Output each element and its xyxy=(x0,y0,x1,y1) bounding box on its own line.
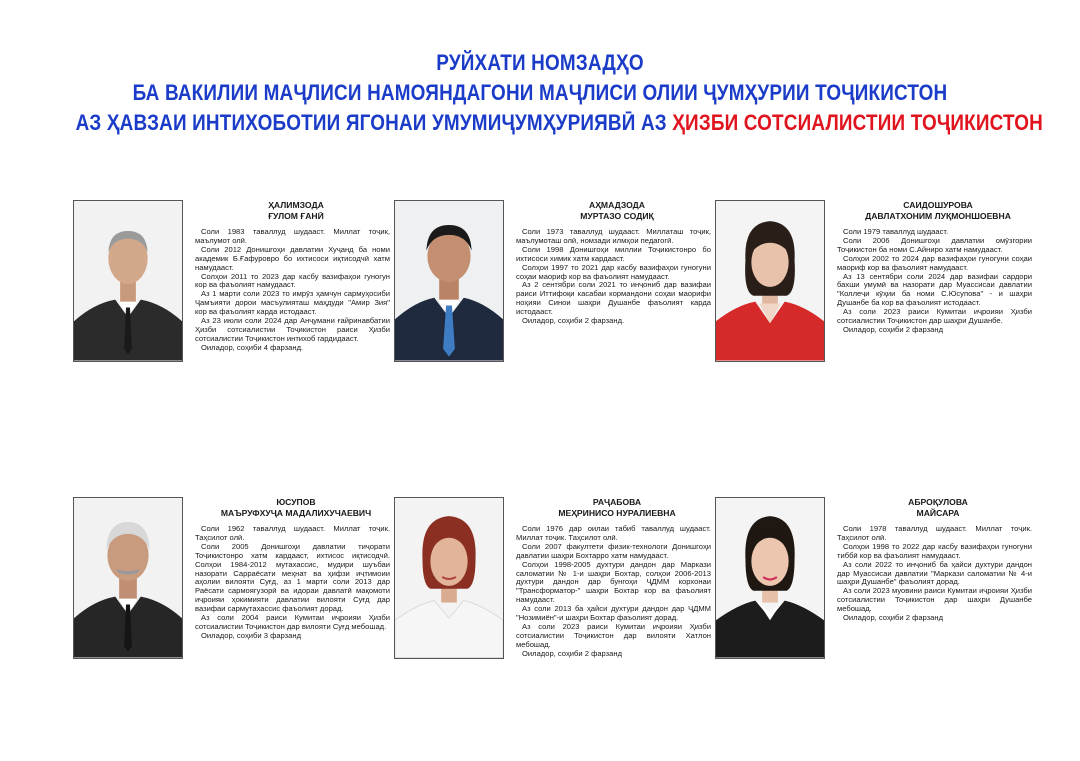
bio-paragraph: Оиладор, соҳиби 2 фарзанд xyxy=(843,613,944,623)
candidate-photo xyxy=(73,200,183,362)
bio-paragraph: Аз соли 2023 раиси Кумитаи иҷроияи Ҳизби сотсиалистии Тоҷикистон дар вилояти Хатлон мебошад. xyxy=(516,621,711,649)
candidate-photo xyxy=(715,497,825,659)
candidate-photo xyxy=(73,497,183,659)
candidate-given-name: ДАВЛАТХОНИМ ЛУҚМОНШОЕВНА xyxy=(865,210,1011,221)
candidate-bio xyxy=(195,525,390,641)
candidate-bio xyxy=(837,228,1032,335)
candidate-surname: РАҶАБОВА xyxy=(592,497,642,507)
person-portrait-icon xyxy=(395,498,503,658)
candidate-card xyxy=(394,497,724,757)
bio-paragraph: Оиладор, соҳиби 3 фарзанд xyxy=(201,630,302,640)
candidate-card xyxy=(73,200,403,460)
candidate-photo xyxy=(715,200,825,362)
bio-paragraph: Аз соли 2023 муовини раиси Кумитаи иҷроияи Ҳизби сотсиалистии Тоҷикистон дар шаҳри Душанбе мебошад. xyxy=(837,586,1032,614)
bio-paragraph: Аз 13 сентябри соли 2024 дар вазифаи сардори бахши умумӣ ва назорати дар Муассисаи давлатии "Коллеҷи кӯҳии ба номи С.Юсупова" - и шаҳри Душанбе ба кор ва фаъолият истодааст. xyxy=(837,271,1032,308)
candidate-card xyxy=(715,497,1045,757)
bio-paragraph: Аз 1 марти соли 2023 то имрӯз ҳамчун сармуҳосиби Ҷамъияти дорои масъулияташ маҳдуди "Амир Зия" кор ва фаъолият карда истодааст. xyxy=(195,289,390,317)
bio-paragraph: Соли 1978 таваллуд шудааст. Миллат тоҷик. Таҳсилот олӣ. xyxy=(837,524,1032,542)
candidate-name xyxy=(833,497,1043,518)
bio-paragraph: Соли 1998 Донишгоҳи миллии Тоҷикистонро бо ихтисоси химик хатм кардааст. xyxy=(516,244,711,263)
bio-paragraph: Солҳои 1998-2005 духтури дандон дар Маркази саломатии № 1-и шаҳри Бохтар, солҳои 2006-2013 духтури дандон дар бунгоҳи ҶДММ корхонаи "Трансформатор-" шаҳри Бохтар кор ва фаъолият намудааст. xyxy=(516,559,711,605)
person-portrait-icon xyxy=(716,498,824,658)
bio-paragraph: Соли 2007 факултети физик-технологи Донишгоҳи давлатии шаҳри Бохтарро хатм намудааст. xyxy=(516,541,711,560)
candidate-surname: АБРОҚУЛОВА xyxy=(908,497,968,507)
candidate-given-name: МУРТАЗО СОДИҚ xyxy=(580,210,654,221)
bio-paragraph: Соли 1962 таваллуд шудааст. Миллат тоҷик. Таҳсилот олӣ. xyxy=(195,524,390,542)
candidate-bio xyxy=(837,525,1032,623)
candidate-card xyxy=(715,200,1045,460)
candidate-photo xyxy=(394,497,504,659)
header-party-line xyxy=(75,108,1043,138)
candidate-surname: ЮСУПОВ xyxy=(276,497,316,507)
candidate-surname: ҲАЛИМЗОДА xyxy=(268,200,324,210)
candidate-given-name: МАЙСАРА xyxy=(916,507,960,518)
bio-paragraph: Аз соли 2023 раиси Кумитаи иҷроияи Ҳизби сотсиалистии Тоҷикистон дар шаҳри Душанбе. xyxy=(837,307,1032,326)
candidate-given-name: ҒУЛОМ ҒАНӢ xyxy=(268,210,324,221)
bio-paragraph: Солҳои 2002 то 2024 дар вазифаҳои гуногуни соҳаи маориф кор ва фаъолият намудааст. xyxy=(837,253,1032,272)
candidate-name xyxy=(191,497,401,518)
person-portrait-icon xyxy=(74,498,182,658)
candidate-surname: АҲМАДЗОДА xyxy=(588,200,646,210)
candidate-given-name: МАЪРУФХУҶА МАДАЛИХУЧАЕВИЧ xyxy=(220,507,372,518)
person-portrait-icon xyxy=(395,201,503,361)
bio-paragraph: Аз 23 июли соли 2024 дар Анҷумани ғайринавбатии Ҳизби сотсиалистии Тоҷикистон раиси Ҳизби сотсиалистии Тоҷикистон интихоб гардидааст. xyxy=(195,316,390,343)
candidate-name xyxy=(512,497,722,518)
header-subtitle: БА ВАКИЛИИ МАҶЛИСИ НАМОЯНДАГОНИ МАҶЛИСИ ОЛИИ ҶУМҲУРИИ ТОҶИКИСТОН xyxy=(132,80,948,105)
bio-paragraph: Аз соли 2004 раиси Кумитаи иҷроияи Ҳизби сотсиалистии Тоҷикистон дар вилояти Суғд мебошад. xyxy=(195,613,390,631)
bio-paragraph: Соли 2012 Донишгоҳи давлатии Хуҷанд ба номи академик Б.Ғафуровро бо ихтисоси иқтисодчӣ хатм намудааст. xyxy=(195,244,390,272)
bio-paragraph: Оиладор, соҳиби 2 фарзанд. xyxy=(522,316,625,326)
bio-paragraph: Солҳои 1998 то 2022 дар касбу вазифаҳои гуногуни тиббӣ кор ва фаъолият намудааст. xyxy=(837,541,1032,560)
candidate-name xyxy=(833,200,1043,221)
bio-paragraph: Соли 1973 таваллуд шудааст. Миллаташ тоҷик, маълумоташ олӣ, номзади илмҳои педагогӣ. xyxy=(516,227,711,245)
bio-paragraph: Оиладор, соҳиби 2 фарзанд xyxy=(522,648,623,658)
bio-paragraph: Соли 1979 таваллуд шудааст. xyxy=(843,227,949,236)
bio-paragraph: Соли 2005 Донишгоҳи давлатии тиҷорати Тоҷикистонро хатм кардааст, ихтисос иқтисодчӣ. Солҳои 1984-2012 мутахассис, мудири шуъбаи назорати Сарраёсати меҳнат ва ҳифзи иҷтимоии аҳолии вилояти Суғд, аз 1 марти соли 2013 дар Раёсати сармоягузорӣ ва идораи давлатӣ мақомоти иҷроияи ҳокимияти давлатии вилояти Суғд дар вазифаи сармутахассис фаъолият дорад. xyxy=(195,541,390,614)
person-portrait-icon xyxy=(74,201,182,361)
candidate-card xyxy=(73,497,403,757)
candidate-given-name: МЕҲРИНИСО НУРАЛИЕВНА xyxy=(558,507,676,518)
bio-paragraph: Оиладор, соҳиби 2 фарзанд xyxy=(843,324,944,334)
bio-paragraph: Аз соли 2013 ба ҳайси духтури дандон дар ҶДММ "Нозимиён"-и шаҳри Бохтар фаъолият дорад. xyxy=(516,604,711,623)
person-portrait-icon xyxy=(716,201,824,361)
candidate-name xyxy=(191,200,401,221)
candidate-bio xyxy=(195,228,390,353)
bio-paragraph: Соли 2006 Донишгоҳи давлатии омӯзгории Тоҷикистон ба номи С.Айниро хатм намудааст. xyxy=(837,235,1032,254)
candidate-card xyxy=(394,200,724,460)
candidate-bio xyxy=(516,525,711,659)
bio-paragraph: Соли 1976 дар оилаи табиб таваллуд шудааст. Миллат тоҷик. Таҳсилот олӣ. xyxy=(516,524,711,542)
bio-paragraph: Соли 1983 таваллуд шудааст. Миллат тоҷик, маълумот олӣ. xyxy=(195,227,390,245)
bio-paragraph: Аз соли 2022 то инҷониб ба ҳайси духтури дандон дар Муассисаи давлатии "Маркази саломатии № 4-и шаҳри Душанбе" фаъолият дорад. xyxy=(837,559,1032,587)
candidate-photo xyxy=(394,200,504,362)
candidate-surname: САИДОШУРОВА xyxy=(903,200,973,210)
header-party-name: ҲИЗБИ СОТСИАЛИСТИИ ТОҶИКИСТОН xyxy=(672,110,1043,135)
header-title: РУЙХАТИ НОМЗАДҲО xyxy=(436,50,644,75)
bio-paragraph: Солҳои 1997 то 2021 дар касбу вазифаҳои гуногуни соҳаи маориф кор ва фаъолият намудааст. xyxy=(516,262,711,281)
candidate-bio xyxy=(516,228,711,326)
bio-paragraph: Солҳои 2011 то 2023 дар касбу вазифаҳои гуногун кор ва фаъолият намудааст. xyxy=(195,271,390,290)
header-party-prefix: АЗ ҲАВЗАИ ИНТИХОБОТИИ ЯГОНАИ УМУМИҶУМҲУРИЯВӢ АЗ xyxy=(75,110,673,135)
candidate-name xyxy=(512,200,722,221)
bio-paragraph: Оиладор, соҳиби 4 фарзанд. xyxy=(201,342,304,352)
page-header xyxy=(0,48,1080,138)
bio-paragraph: Аз 2 сентябри соли 2021 то инҷониб дар вазифаи раиси Иттифоқи касабаи кормандони соҳаи маорифи ноҳияи Синои шаҳри Душанбе фаъолият карда истодааст. xyxy=(516,280,711,317)
